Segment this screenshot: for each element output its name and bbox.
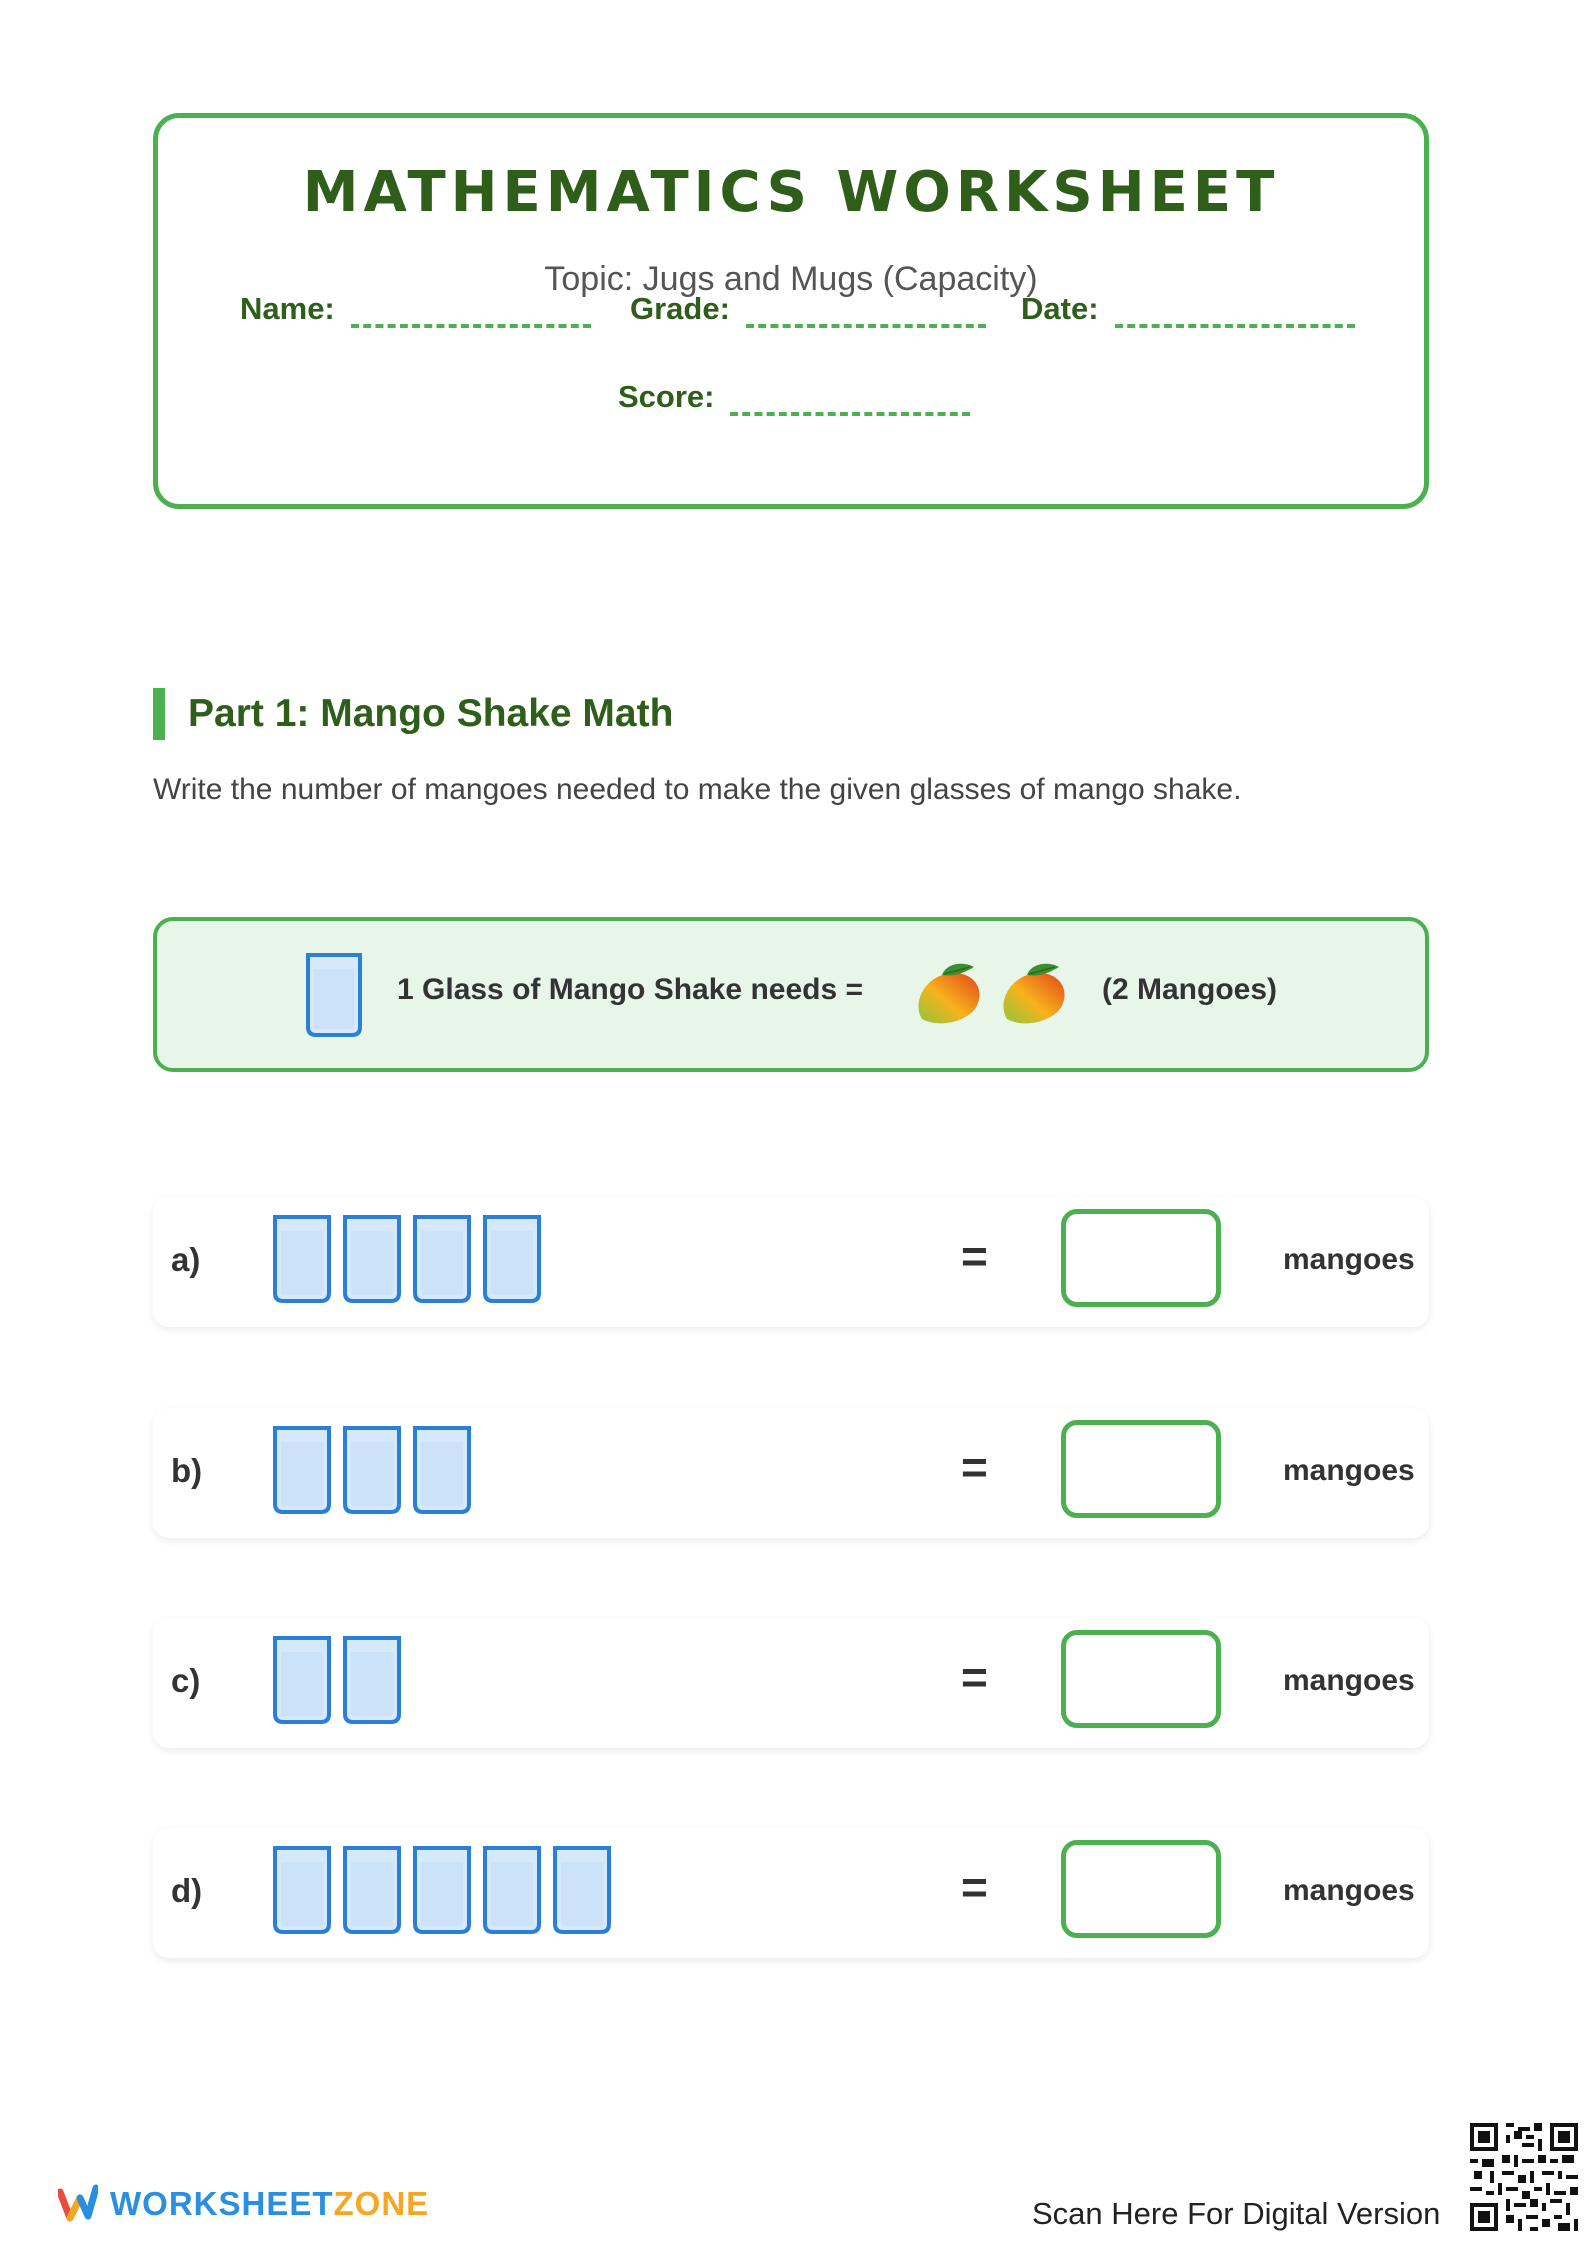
question-row: [153, 1828, 1429, 1958]
score-field[interactable]: [618, 378, 970, 416]
glass-icon: [411, 1844, 473, 1936]
question-label: a): [171, 1241, 201, 1278]
question-row: [153, 1197, 1429, 1327]
logo-text-part2: ZONE: [333, 2185, 430, 2222]
glass-icon: [341, 1424, 403, 1516]
unit-label: mangoes: [1283, 1664, 1415, 1697]
glass-icon: [271, 1634, 333, 1726]
section-accent-bar: [153, 688, 165, 740]
glass-icon: [411, 1213, 473, 1305]
question-row: [153, 1618, 1429, 1748]
answer-box[interactable]: [1061, 1630, 1221, 1728]
glass-icon: [341, 1844, 403, 1936]
info-count-label: (2 Mangoes): [1102, 973, 1278, 1006]
glass-group: [271, 1213, 543, 1305]
qr-code[interactable]: [1470, 2123, 1578, 2231]
glass-icon: [411, 1424, 473, 1516]
glass-icon: [271, 1213, 333, 1305]
info-text: 1 Glass of Mango Shake needs =: [397, 973, 863, 1006]
question-row: [153, 1408, 1429, 1538]
equals-sign: =: [961, 1230, 988, 1282]
mango-icon: [912, 959, 986, 1029]
name-line[interactable]: [351, 300, 591, 328]
equals-sign: =: [961, 1441, 988, 1493]
glass-group: [271, 1634, 403, 1726]
date-field[interactable]: [1021, 290, 1355, 328]
logo-text-part1: WORKSHEET: [110, 2185, 334, 2222]
question-label: b): [171, 1452, 203, 1489]
worksheetzone-logo: [58, 2184, 429, 2224]
worksheet-header: [153, 113, 1429, 509]
instructions: Write the number of mangoes needed to make the given glasses of mango shake.: [153, 773, 1242, 806]
name-label: Name:: [240, 291, 335, 326]
equals-sign: =: [961, 1651, 988, 1703]
glass-icon: [271, 1844, 333, 1936]
section-title: Part 1: Mango Shake Math: [188, 692, 674, 735]
worksheetzone-logo-icon: [58, 2184, 98, 2224]
date-line[interactable]: [1115, 300, 1355, 328]
glass-icon: [341, 1213, 403, 1305]
worksheet-topic: Topic: Jugs and Mugs (Capacity): [544, 260, 1038, 298]
glass-icon: [304, 951, 364, 1039]
info-box: [153, 917, 1429, 1072]
unit-label: mangoes: [1283, 1454, 1415, 1487]
mango-icon: [997, 959, 1071, 1029]
glass-icon: [271, 1424, 333, 1516]
scan-text: Scan Here For Digital Version: [1032, 2196, 1441, 2231]
glass-icon: [341, 1634, 403, 1726]
question-label: d): [171, 1872, 203, 1909]
question-label: c): [171, 1662, 201, 1699]
equals-sign: =: [961, 1861, 988, 1913]
grade-field[interactable]: [630, 290, 986, 328]
glass-icon: [481, 1213, 543, 1305]
glass-group: [271, 1844, 613, 1936]
date-label: Date:: [1021, 291, 1099, 326]
name-field[interactable]: [240, 290, 591, 328]
answer-box[interactable]: [1061, 1420, 1221, 1518]
answer-box[interactable]: [1061, 1209, 1221, 1307]
unit-label: mangoes: [1283, 1874, 1415, 1907]
glass-icon: [551, 1844, 613, 1936]
score-line[interactable]: [730, 388, 970, 416]
unit-label: mangoes: [1283, 1243, 1415, 1276]
answer-box[interactable]: [1061, 1840, 1221, 1938]
worksheet-title: MATHEMATICS WORKSHEET: [302, 160, 1280, 225]
glass-group: [271, 1424, 473, 1516]
score-label: Score:: [618, 379, 715, 414]
logo-text: [110, 2185, 429, 2223]
grade-line[interactable]: [746, 300, 986, 328]
grade-label: Grade:: [630, 291, 730, 326]
glass-icon: [481, 1844, 543, 1936]
